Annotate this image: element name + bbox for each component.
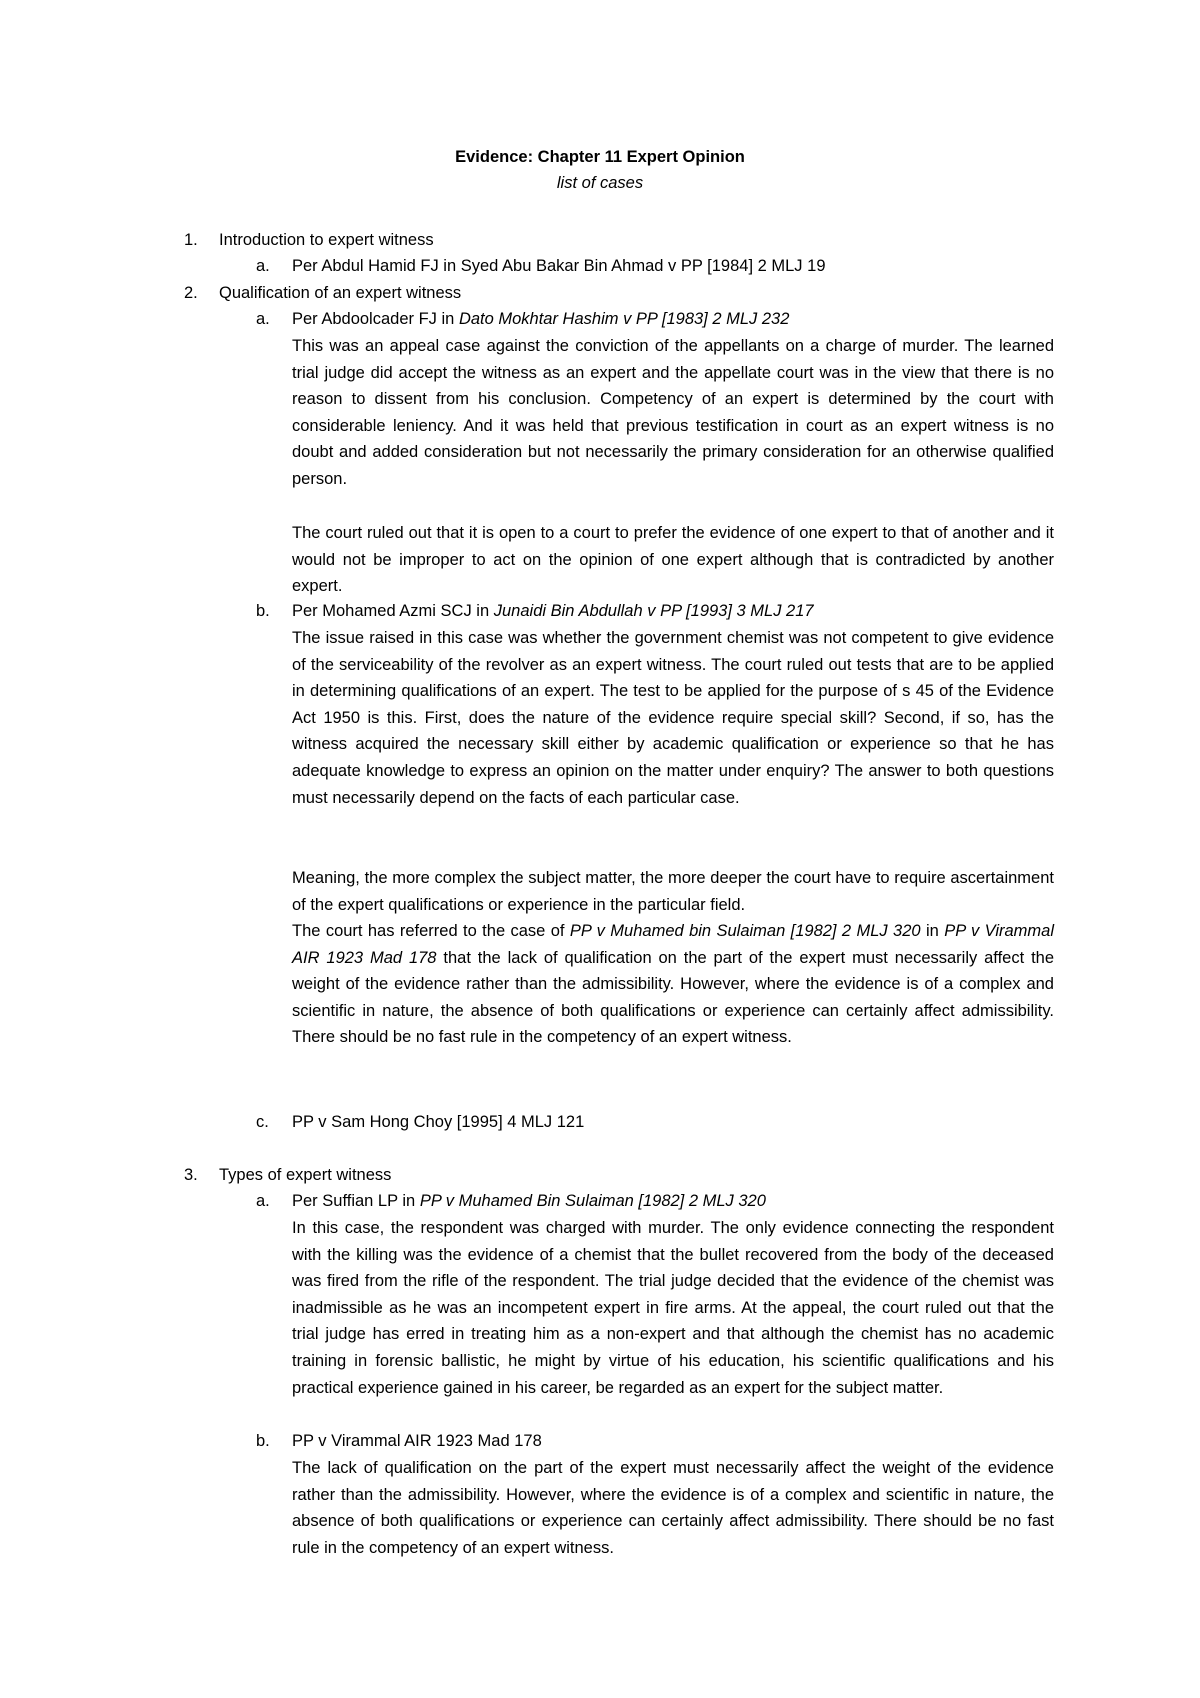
document-subtitle: list of cases xyxy=(556,174,644,192)
item-letter: a. xyxy=(256,1192,270,1210)
case-name: PP v Virammal AIR 1923 Mad 178 xyxy=(292,922,1054,967)
case-summary: The lack of qualification on the part of the expert must necessarily affect the weight of the evidence rather than the admissibility. However, where the evidence is of a complex and scientific in nature, the absence of both qualifications or experience can certainly affect admissibility. There should be no fast rule in the competency of an expert witness. xyxy=(292,1459,1054,1557)
section-heading: Introduction to expert witness xyxy=(219,231,434,249)
case-summary xyxy=(292,918,1054,1051)
judge-text: Per Suffian LP in xyxy=(292,1192,420,1210)
section-number: 2. xyxy=(184,284,198,302)
case-name: PP v Muhamed Bin Sulaiman [1982] 2 MLJ 320 xyxy=(419,1192,766,1210)
case-citation xyxy=(292,1189,766,1213)
case-citation: Per Abdul Hamid FJ in Syed Abu Bakar Bin Ahmad v PP [1984] 2 MLJ 19 xyxy=(292,257,826,275)
judge-text: Per Mohamed Azmi SCJ in xyxy=(292,602,494,620)
item-letter: b. xyxy=(256,602,270,620)
case-summary: This was an appeal case against the conviction of the appellants on a charge of murder. The learned trial judge did accept the witness as an expert and the appellate court was in the view that there is no reason to dissent from his conclusion. Competency of an expert is determined by the court with considerable leniency. And it was held that previous testification in court as an expert witness is no doubt and added consideration but not necessarily the primary consideration for an otherwise qualified person. xyxy=(292,337,1054,488)
summary-text: The court has referred to the case of xyxy=(292,922,570,940)
judge-text: Per Abdoolcader FJ in xyxy=(292,310,459,328)
section-number: 3. xyxy=(184,1166,198,1184)
summary-text: in xyxy=(920,922,945,940)
case-citation: PP v Virammal AIR 1923 Mad 178 xyxy=(292,1432,542,1450)
summary-text: that the lack of qualification on the part of the expert must necessarily affect the weight of the evidence rather than the admissibility. However, where the evidence is of a complex and scientific in nature, the absence of both qualifications or experience can certainly affect admissibility. There should be no fast rule in the competency of an expert witness. xyxy=(292,948,1055,1047)
case-citation xyxy=(292,307,789,331)
item-letter: c. xyxy=(256,1113,269,1131)
section-heading: Types of expert witness xyxy=(219,1166,392,1184)
case-summary: Meaning, the more complex the subject matter, the more deeper the court have to require ascertainment of the expert qualifications or experience in the particular field. xyxy=(292,869,1054,914)
case-summary: In this case, the respondent was charged with murder. The only evidence connecting the respondent with the killing was the evidence of a chemist that the bullet recovered from the body of the deceased was fired from the rifle of the respondent. The trial judge decided that the evidence of the chemist was inadmissible as he was an incompetent expert in fire arms. At the appeal, the court ruled out that the trial judge has erred in treating him as a non-expert and that although the chemist has no academic training in forensic ballistic, he might by virtue of his education, his scientific qualifications and his practical experience gained in his career, be regarded as an expert for the subject matter. xyxy=(292,1219,1054,1397)
case-name: PP v Muhamed bin Sulaiman [1982] 2 MLJ 320 xyxy=(569,922,921,940)
case-citation xyxy=(292,599,814,623)
document-title: Evidence: Chapter 11 Expert Opinion xyxy=(455,148,745,166)
item-letter: a. xyxy=(256,257,270,275)
section-heading: Qualification of an expert witness xyxy=(219,284,462,302)
case-summary: The issue raised in this case was whether the government chemist was not competent to give evidence of the serviceability of the revolver as an expert witness. The court ruled out tests that are to be applied in determining qualifications of an expert. The test to be applied for the purpose of s 45 of the Evidence Act 1950 is this. First, does the nature of the evidence require special skill? Second, if so, has the witness acquired the necessary skill either by academic qualification or experience so that he has adequate knowledge to express an opinion on the matter under enquiry? The answer to both questions must necessarily depend on the facts of each particular case. xyxy=(292,629,1054,807)
item-letter: b. xyxy=(256,1432,270,1450)
case-summary: The court ruled out that it is open to a court to prefer the evidence of one expert to that of another and it would not be improper to act on the opinion of one expert although that is contradicted by another expert. xyxy=(292,524,1054,596)
section-number: 1. xyxy=(184,231,198,249)
item-letter: a. xyxy=(256,310,270,328)
case-citation: PP v Sam Hong Choy [1995] 4 MLJ 121 xyxy=(292,1113,585,1131)
case-name: Dato Mokhtar Hashim v PP [1983] 2 MLJ 232 xyxy=(458,310,790,328)
case-name: Junaidi Bin Abdullah v PP [1993] 3 MLJ 217 xyxy=(493,602,814,620)
